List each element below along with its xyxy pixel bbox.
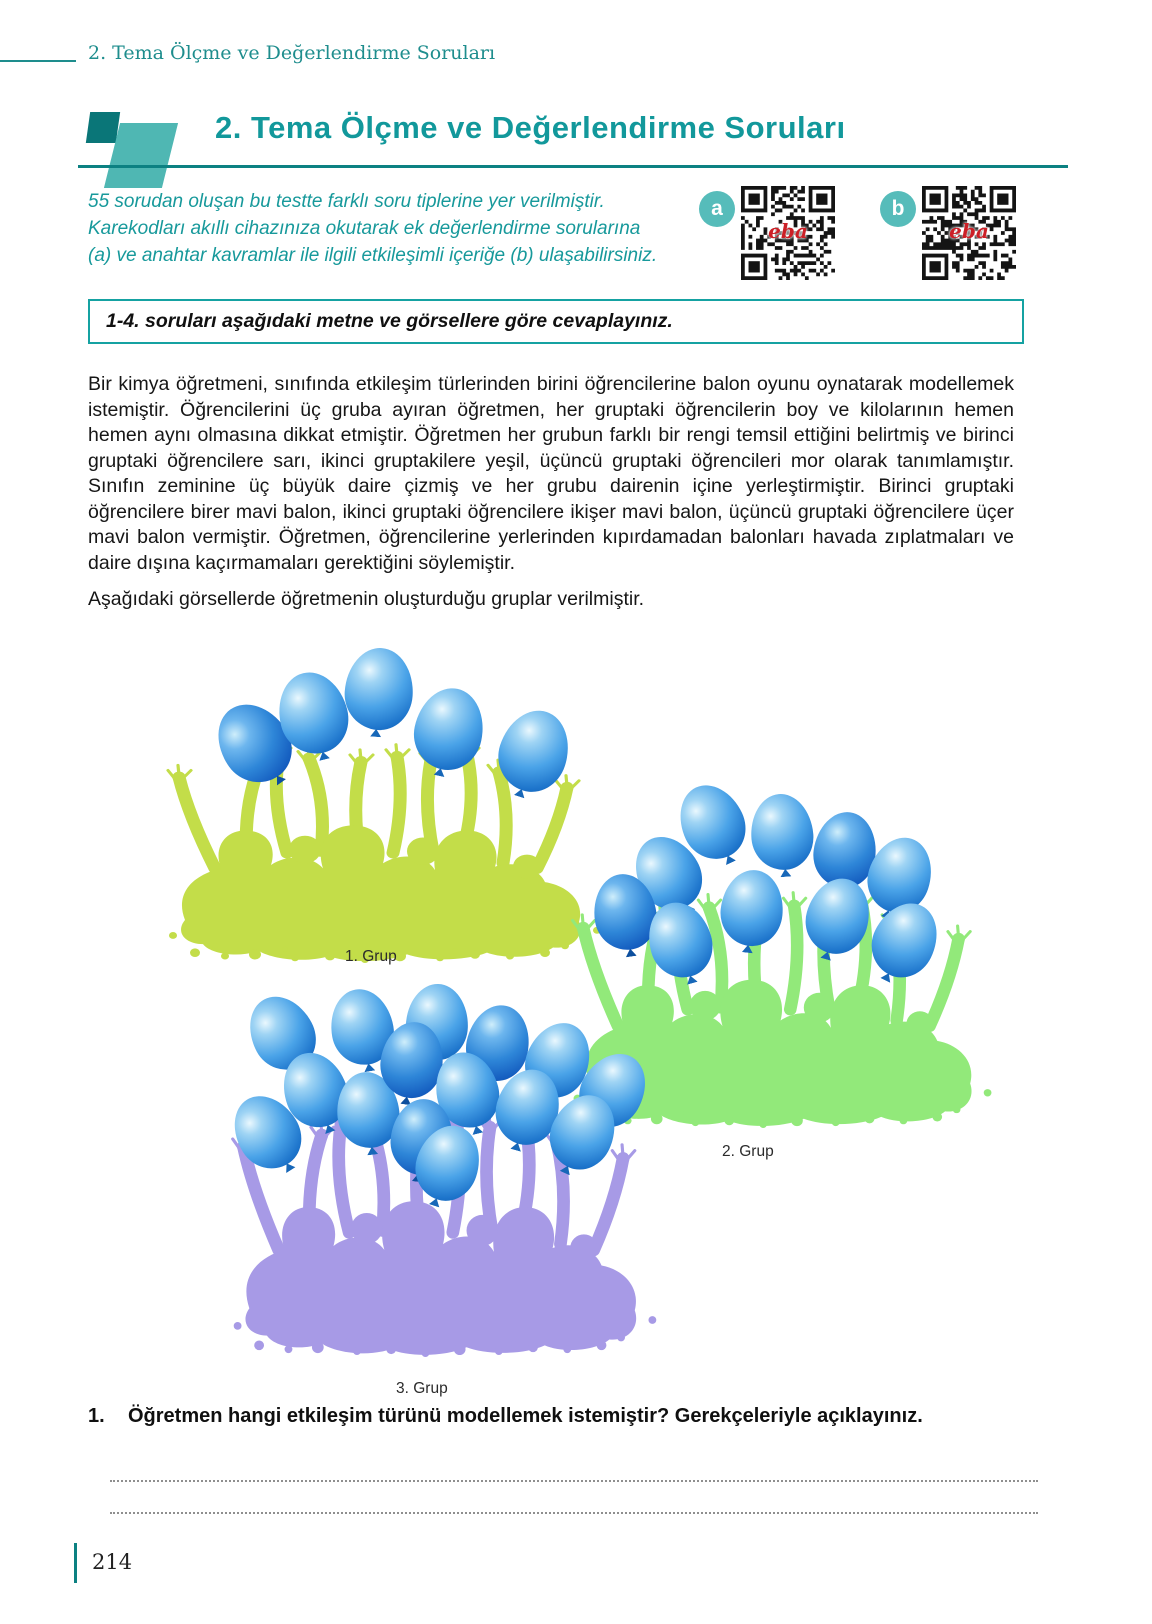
instruction-box <box>88 299 1024 344</box>
intro-text <box>88 188 657 269</box>
groups-figure <box>80 625 1080 1415</box>
page-number: 214 <box>92 1550 133 1574</box>
group1-caption: 1. Grup <box>345 948 397 965</box>
question-number: 1. <box>88 1405 105 1427</box>
answer-line <box>110 1512 1038 1514</box>
question-text: Öğretmen hangi etkileşim türünü modellemek istemiştir? Gerekçeleriyle açıklayınız. <box>128 1405 923 1427</box>
intro-line: Karekodları akıllı cihazınıza okutarak ek değerlendirme sorularına <box>88 218 641 239</box>
figures-intro-text: Aşağıdaki görsellerde öğretmenin oluşturduğu gruplar verilmiştir. <box>88 588 645 610</box>
title-rule <box>78 165 1068 168</box>
eba-logo: eba <box>768 219 808 243</box>
page-number-bar <box>74 1543 77 1583</box>
title-deco-dark-square <box>86 112 120 143</box>
group3-caption: 3. Grup <box>396 1380 448 1397</box>
intro-line: (a) ve anahtar kavramlar ile ilgili etkileşimli içeriğe (b) ulaşabilirsiniz. <box>88 245 658 266</box>
intro-line: 55 sorudan oluşan bu testte farklı soru tiplerine yer verilmiştir. <box>88 191 605 212</box>
header-rule <box>0 60 76 62</box>
qr-badge-b: b <box>880 191 916 227</box>
instruction-text: 1-4. soruları aşağıdaki metne ve görsellere göre cevaplayınız. <box>106 310 673 332</box>
running-header: 2. Tema Ölçme ve Değerlendirme Soruları <box>88 42 496 64</box>
eba-logo: eba <box>949 219 989 243</box>
page-title: 2. Tema Ölçme ve Değerlendirme Soruları <box>215 110 846 145</box>
answer-line <box>110 1480 1038 1482</box>
passage-text: Bir kimya öğretmeni, sınıfında etkileşim türlerinden birini öğrencilerine balon oyunu oynatarak modellemek istemiştir. Öğrencilerini üç gruba ayıran öğretmen, her gruptaki öğrencilerin boy ve kilolarının hemen hemen aynı olmasına dikkat etmiştir. Öğretmen her grubun farklı bir rengi temsil ettiğini belirtmiş ve birinci gruptaki öğrencilere sarı, ikinci gruptakilere yeşil, üçüncü gruptaki öğrencileri mor olarak tanımlamıştır. Sınıfın zeminine üç büyük daire çizmiş ve her grubu dairenin içine yerleştirmiştir. Birinci gruptaki öğrencilere birer mavi balon, ikinci gruptaki öğrencilere ikişer mavi balon, üçüncü gruptaki öğrencilere üçer mavi balon vermiştir. Öğretmen, öğrencilerine yerlerinden kıpırdamadan balonları havada zıplatmaları ve daire dışına kaçırmamaları gerektiğini söylemiştir. <box>88 373 1014 574</box>
group2-caption: 2. Grup <box>722 1143 774 1160</box>
qr-badge-a: a <box>699 191 735 227</box>
